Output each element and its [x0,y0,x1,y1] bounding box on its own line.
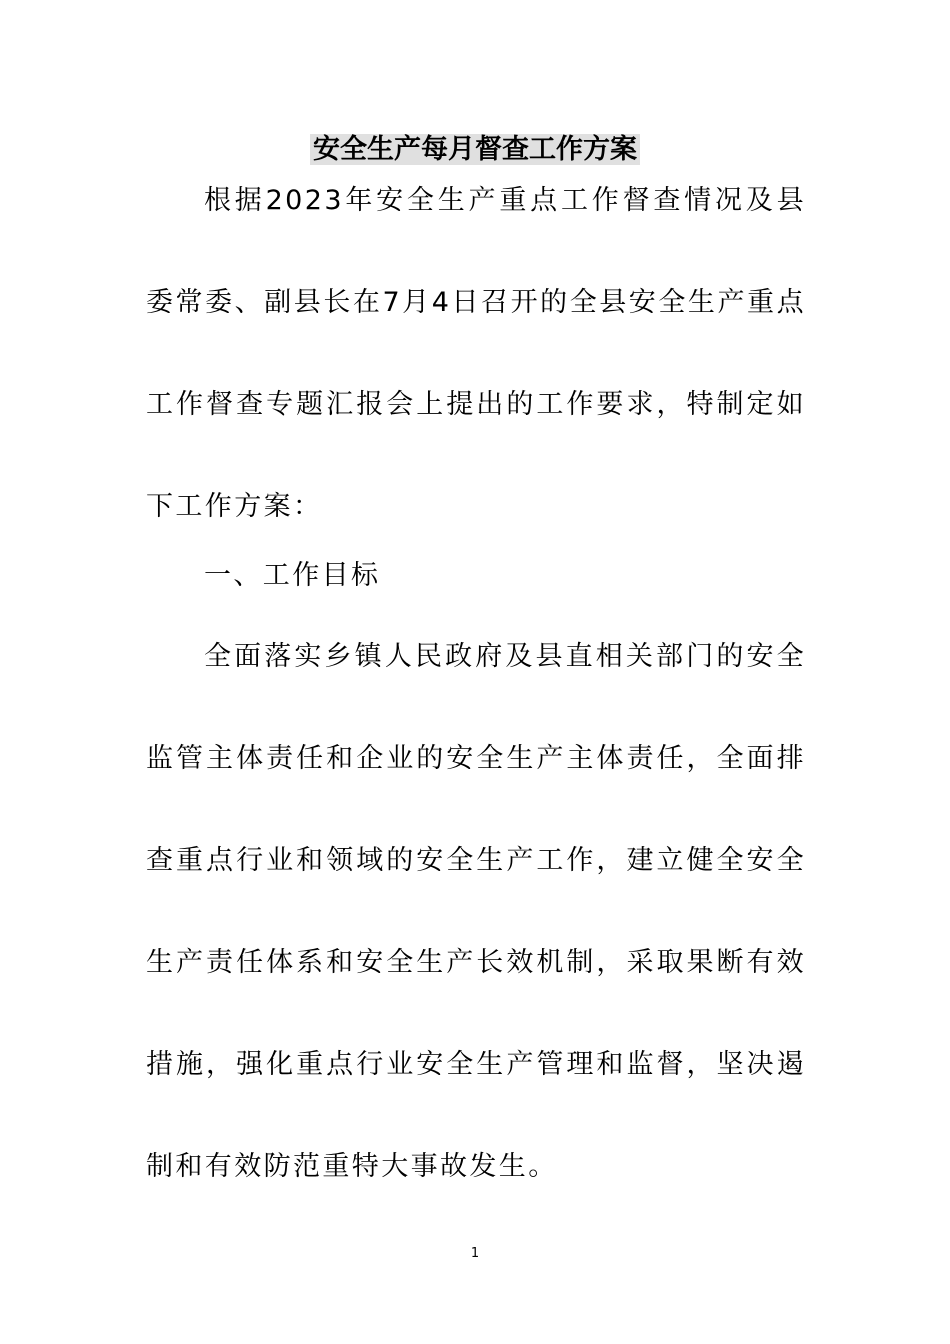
section-1-paragraph: 全面落实乡镇人民政府及县直相关部门的安全监管主体责任和企业的安全生产主体责任，全面排查重点行业和领域的安全生产工作，建立健全安全生产责任体系和安全生产长效机制，采取果断有效措施，强化重点行业安全生产管理和监督，坚决遏制和有效防范重特大事故发生。 [146,641,806,1182]
section-1-heading: 一、工作目标 [204,560,381,591]
intro-paragraph: 根据2023年安全生产重点工作督查情况及县委常委、副县长在7月4日召开的全县安全生产重点工作督查专题汇报会上提出的工作要求，特制定如下工作方案： [146,185,806,522]
document-title-text: 安全生产每月督查工作方案 [310,134,640,165]
page-number: 1 [470,1246,480,1261]
